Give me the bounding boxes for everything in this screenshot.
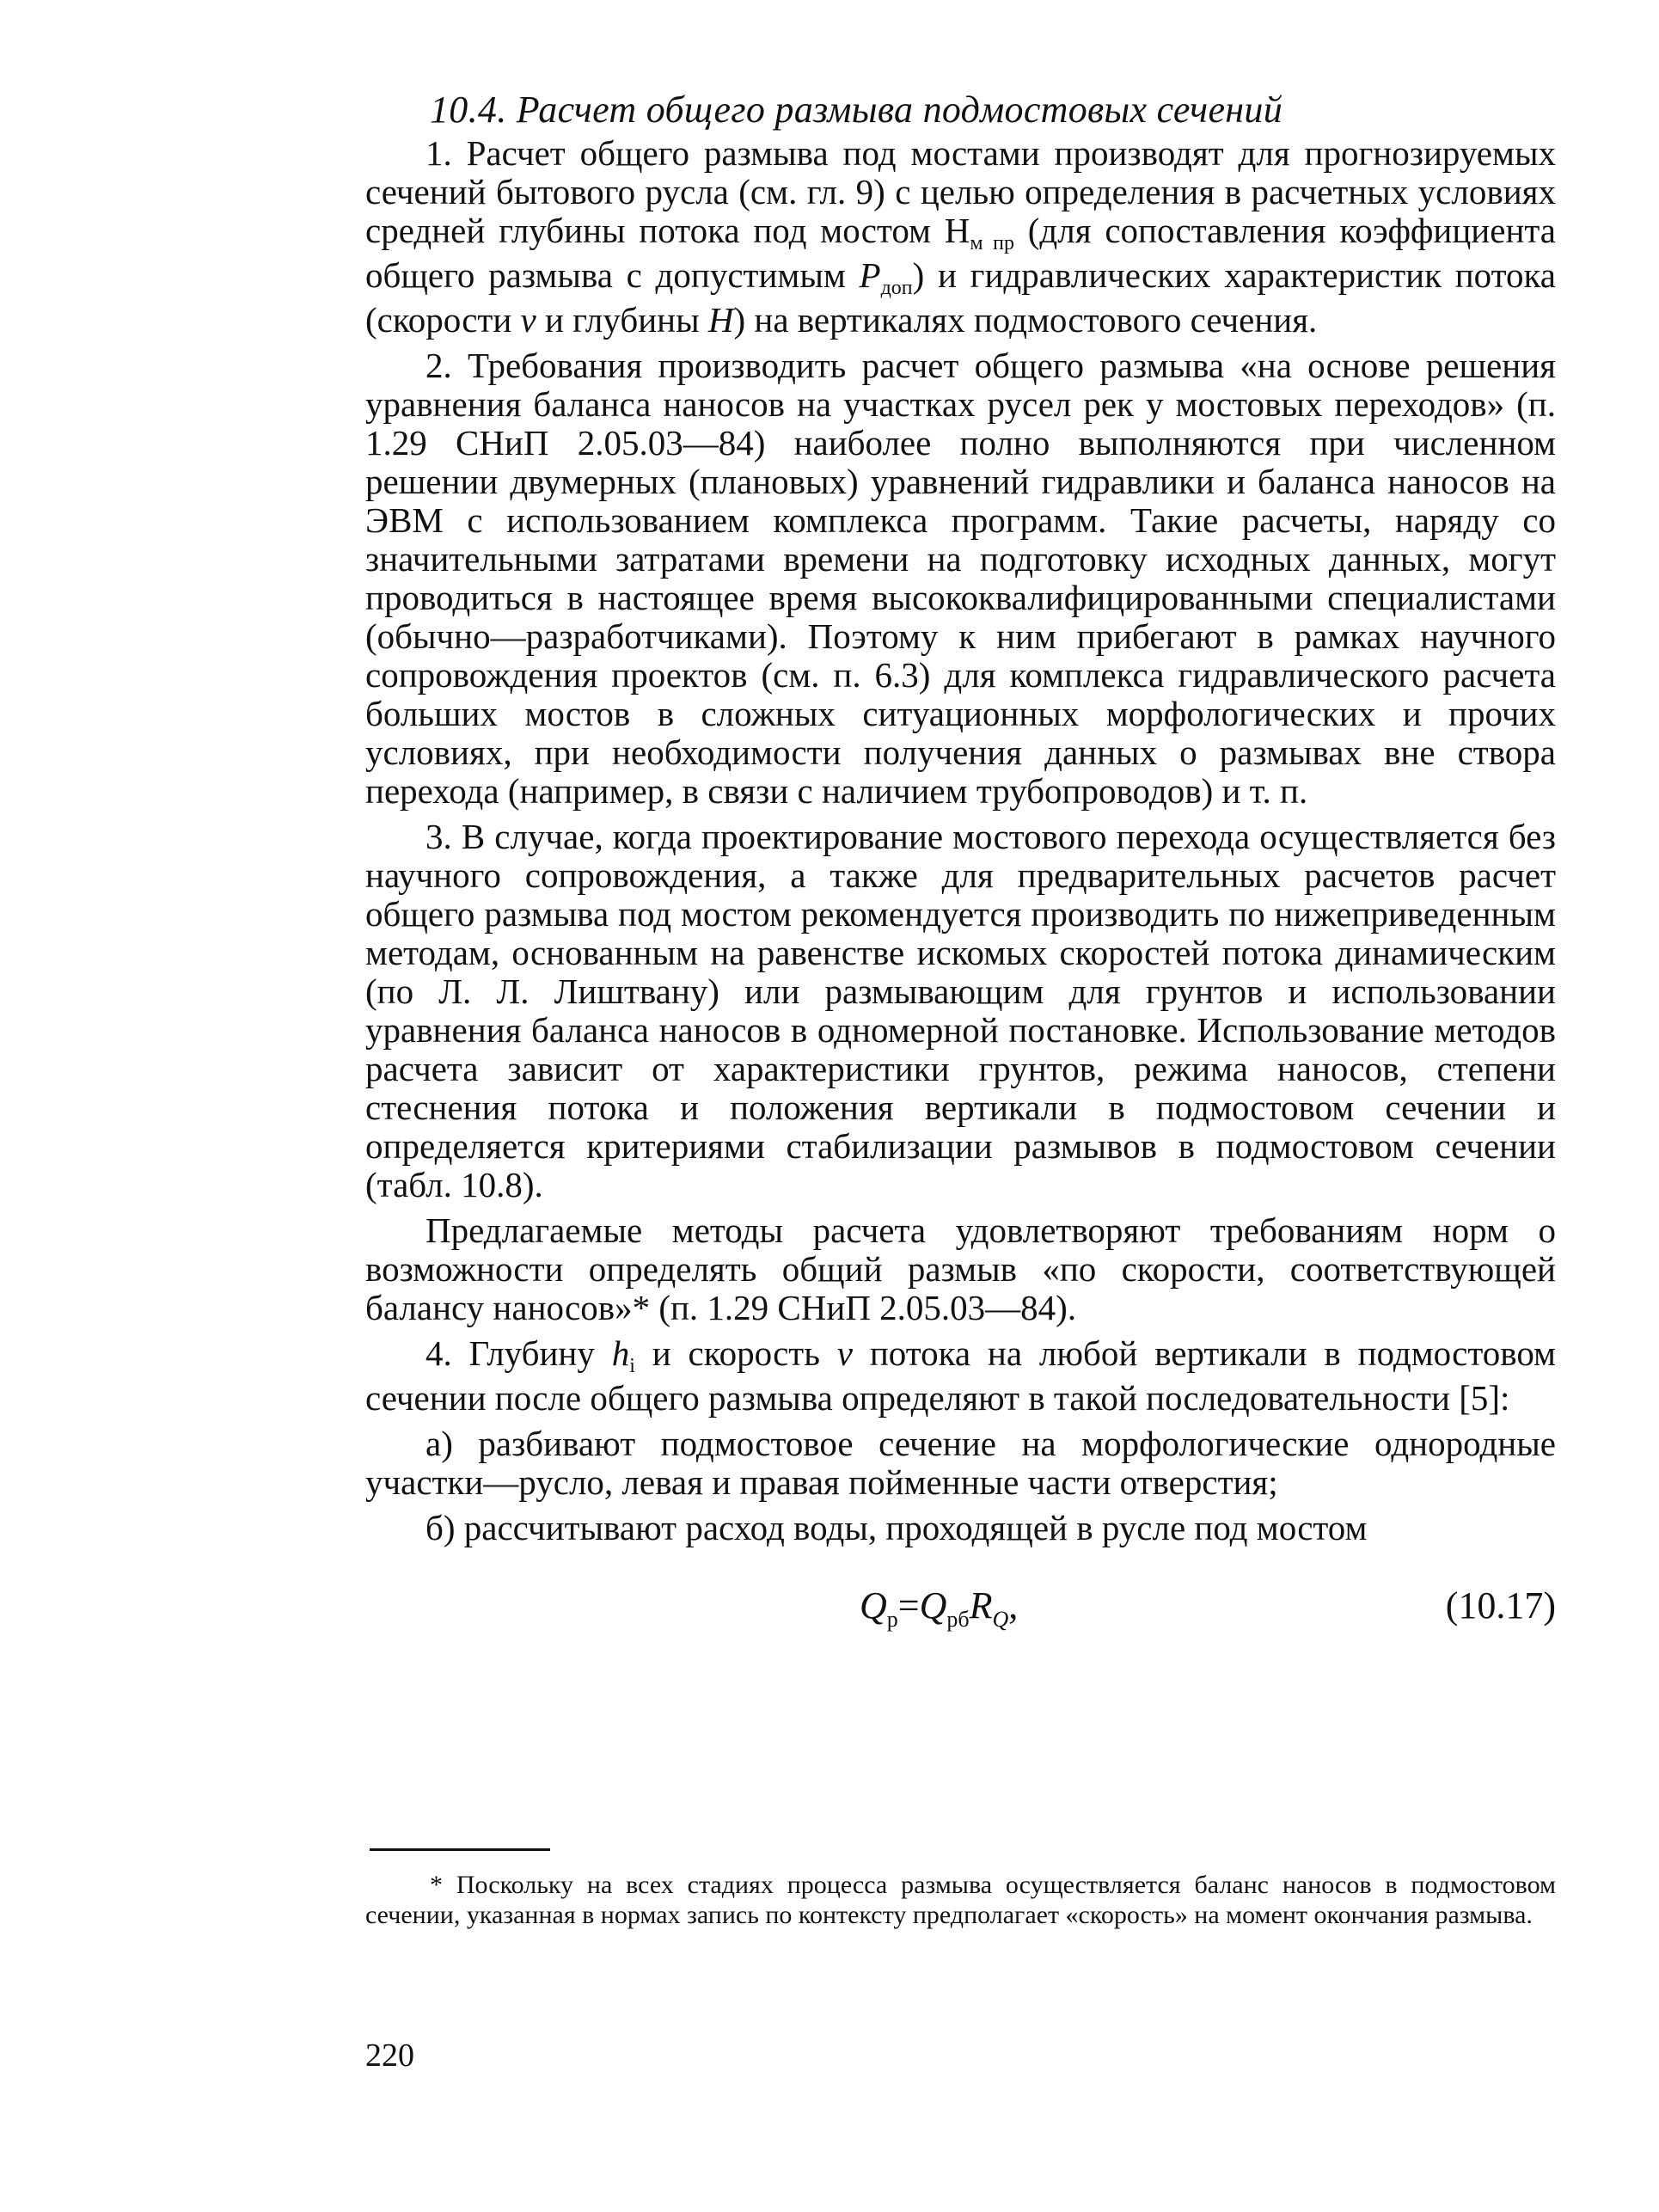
page-number: 220 xyxy=(365,2037,414,2074)
paragraph-4: Предлагаемые методы расчета удовлетворяют требованиям норм о возможности определять общий размыв «по скорости, соответствующей балансу наносов»* (п. 1.29 СНиП 2.05.03—84). xyxy=(365,1210,1556,1327)
formula-number: (10.17) xyxy=(1445,1584,1556,1627)
formula-expression: $Q_р=Q_{рб}R_Q$, xyxy=(860,1584,1019,1632)
paragraph-3: 3. В случае, когда проектирование мостового перехода осуществляется без научного сопровождения, а также для предварительных расчетов расчет общего размыва под мостом рекомендуется производить по нижеприведенным методам, основанным на равенстве искомых скоростей потока динамическим (по Л. Л. Лиштвану) или размывающим для грунтов и использовании уравнения баланса наносов в одномерной постановке. Использование методов расчета зависит от характеристики грунтов, режима наносов, степени стеснения потока и положения вертикали в подмостовом сечении и определяется критериями стабилизации размывов в подмостовом сечении (табл. 10.8). xyxy=(365,817,1556,1204)
paragraph-6: а) разбивают подмостовое сечение на морфологические однородные участки—русло, левая и правая пойменные части отверстия; xyxy=(365,1424,1556,1502)
text-column xyxy=(365,86,1556,1637)
paragraph-7: б) рассчитывают расход воды, проходящей в русле под мостом xyxy=(425,1508,1368,1547)
paragraph-2: 2. Требования производить расчет общего размыва «на основе решения уравнения баланса наносов на участках русел рек у мостовых переходов» (п. 1.29 СНиП 2.05.03—84) наиболее полно выполняются при численном решении двумерных (плановых) уравнений гидравлики и баланса наносов на ЭВМ с использованием комплекса программ. Такие расчеты, наряду со значительными затратами времени на подготовку исходных данных, могут проводиться в настоящее время высококвалифицированными специалистами (обычно—разработчиками). Поэтому к ним прибегают в рамках научного сопровождения проектов (см. п. 6.3) для комплекса гидравлического расчета больших мостов в сложных ситуационных морфологических и прочих условиях, при необходимости получения данных о размывах вне створа перехода (например, в связи с наличием трубопроводов) и т. п. xyxy=(365,346,1556,811)
section-title: 10.4. Расчет общего размыва подмостовых сечений xyxy=(430,89,1283,131)
footnote: * Поскольку на всех стадиях процесса размыва осуществляется баланс наносов в подмостовом сечении, указанная в нормах запись по контексту предполагает «скорость» на момент окончания размыва. xyxy=(365,1871,1556,1929)
paragraph-5: 4. Глубину hi и скорость v потока на любой вертикали в подмостовом сечении после общего размыва определяют в такой последовательности [5]: xyxy=(365,1333,1557,1418)
formula-10-17 xyxy=(365,1584,1556,1637)
footnote-divider xyxy=(370,1848,550,1851)
paragraph-1: 1. Расчет общего размыва под мостами производят для прогнозируемых сечений бытового русла (см. гл. 9) с целью определения в расчетных условиях средней глубины потока под мостом Hм пр (для сопоставления коэффициента общего размыва с допустимым Pдоп) и гидравлических характеристик потока (скорости v и глубины H) на вертикалях подмостового сечения. xyxy=(365,133,1556,340)
